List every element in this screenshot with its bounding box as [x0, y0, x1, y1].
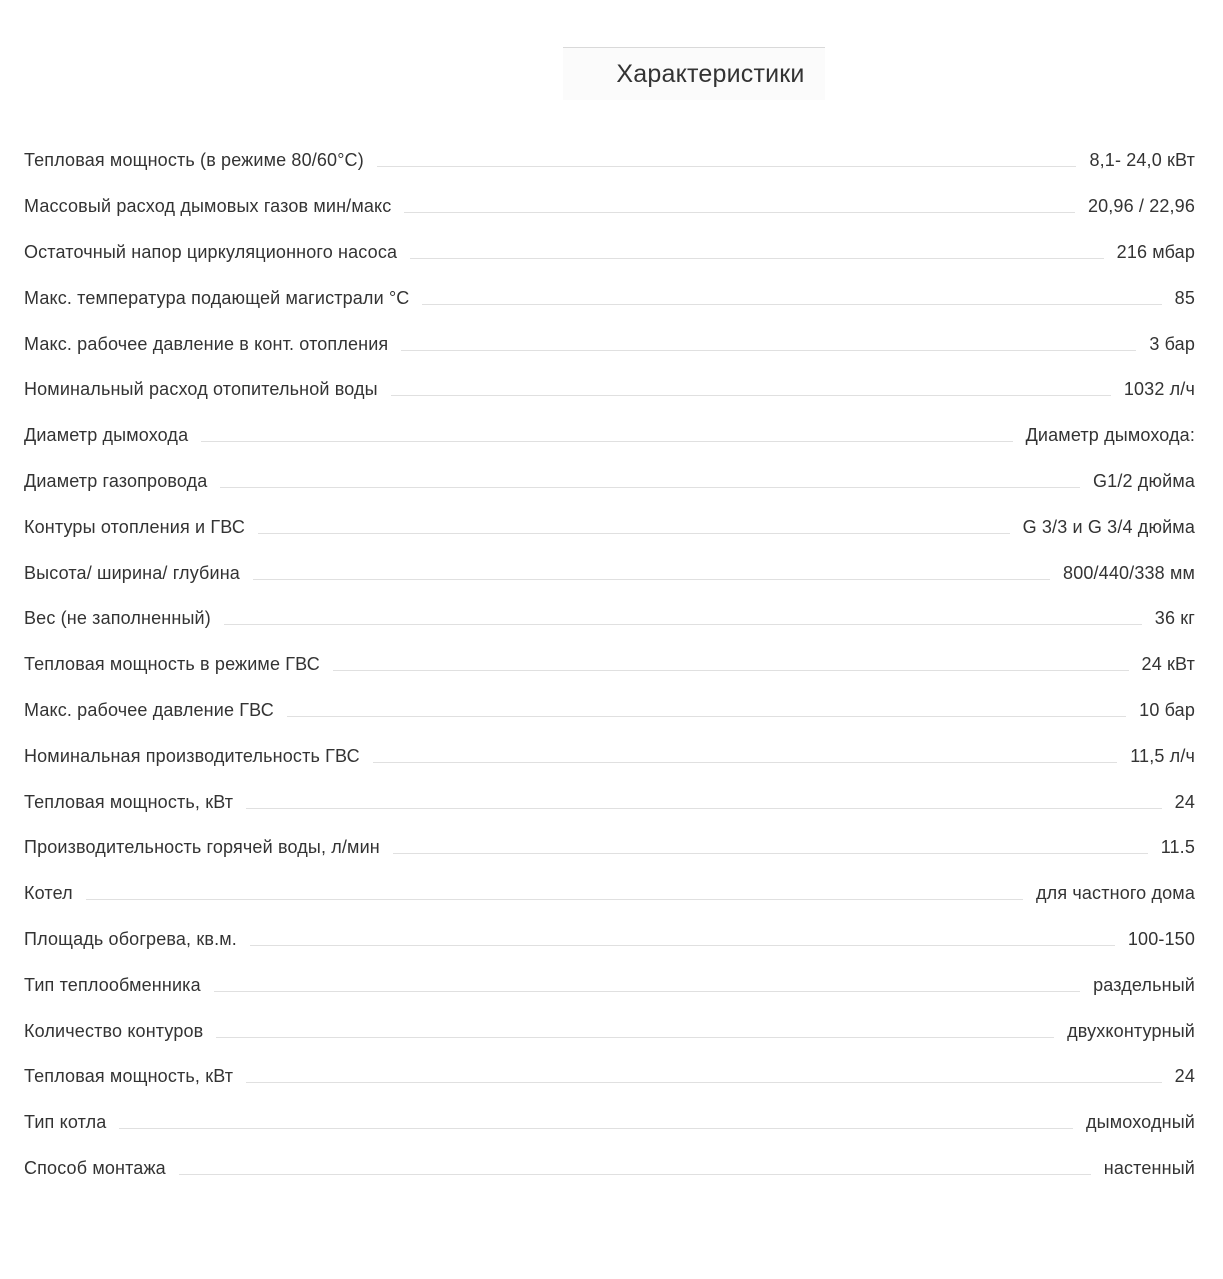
specs-list	[0, 138, 1223, 1191]
spec-label: Контуры отопления и ГВС	[24, 516, 245, 537]
spec-row	[24, 275, 1195, 321]
spec-value: 36 кг	[1154, 608, 1195, 629]
spec-row	[24, 596, 1195, 642]
leader-line	[404, 212, 1075, 213]
spec-row	[24, 321, 1195, 367]
spec-label: Высота/ ширина/ глубина	[24, 562, 240, 583]
spec-value: 100-150	[1127, 928, 1195, 949]
leader-line	[410, 258, 1104, 259]
leader-line	[179, 1174, 1091, 1175]
spec-label: Макс. рабочее давление в конт. отопления	[24, 333, 389, 354]
spec-row	[24, 504, 1195, 550]
spec-value: 24	[1174, 1066, 1195, 1087]
spec-value: дымоходный	[1086, 1112, 1195, 1133]
spec-value: 8,1- 24,0 кВт	[1089, 150, 1195, 171]
spec-value: G 3/3 и G 3/4 дюйма	[1022, 516, 1195, 537]
spec-label: Макс. рабочее давление ГВС	[24, 699, 274, 720]
spec-value: 216 мбар	[1116, 241, 1195, 262]
spec-row	[24, 825, 1195, 871]
page-title: Характеристики	[616, 60, 805, 88]
spec-row	[24, 230, 1195, 276]
spec-value: 20,96 / 22,96	[1087, 196, 1195, 217]
spec-label: Макс. температура подающей магистрали °С	[24, 287, 410, 308]
spec-label: Производительность горячей воды, л/мин	[24, 837, 380, 858]
spec-value: 85	[1174, 287, 1195, 308]
spec-value: двухконтурный	[1067, 1020, 1195, 1041]
leader-line	[391, 395, 1111, 396]
leader-line	[86, 899, 1023, 900]
leader-line	[250, 945, 1115, 946]
spec-label: Диаметр газопровода	[24, 470, 208, 491]
spec-row	[24, 688, 1195, 734]
spec-label: Диаметр дымохода	[24, 425, 189, 446]
leader-line	[224, 624, 1142, 625]
spec-label: Тип котла	[24, 1112, 107, 1133]
spec-label: Номинальный расход отопительной воды	[24, 379, 378, 400]
spec-label: Способ монтажа	[24, 1157, 166, 1178]
leader-line	[377, 166, 1077, 167]
spec-row	[24, 962, 1195, 1008]
spec-value: 24 кВт	[1141, 654, 1195, 675]
leader-line	[401, 350, 1136, 351]
spec-row	[24, 459, 1195, 505]
spec-row	[24, 367, 1195, 413]
spec-label: Тепловая мощность, кВт	[24, 791, 234, 812]
spec-label: Количество контуров	[24, 1020, 204, 1041]
leader-line	[422, 304, 1161, 305]
leader-line	[373, 762, 1117, 763]
spec-label: Массовый расход дымовых газов мин/макс	[24, 196, 392, 217]
leader-line	[287, 716, 1126, 717]
spec-value: для частного дома	[1036, 883, 1195, 904]
spec-label: Тепловая мощность, кВт	[24, 1066, 234, 1087]
spec-row	[24, 1008, 1195, 1054]
spec-row	[24, 184, 1195, 230]
spec-label: Тепловая мощность (в режиме 80/60°С)	[24, 150, 364, 171]
spec-value: 11.5	[1160, 837, 1195, 858]
spec-value: 1032 л/ч	[1123, 379, 1195, 400]
header-divider	[563, 47, 825, 48]
leader-line	[214, 991, 1080, 992]
spec-label: Котел	[24, 883, 73, 904]
leader-line	[246, 1082, 1161, 1083]
spec-label: Номинальная производительность ГВС	[24, 745, 360, 766]
spec-row	[24, 642, 1195, 688]
spec-row	[24, 779, 1195, 825]
spec-value: раздельный	[1093, 974, 1195, 995]
spec-row	[24, 413, 1195, 459]
spec-row	[24, 871, 1195, 917]
spec-label: Тепловая мощность в режиме ГВС	[24, 654, 320, 675]
spec-row	[24, 917, 1195, 963]
leader-line	[258, 533, 1010, 534]
spec-value: 11,5 л/ч	[1130, 745, 1195, 766]
leader-line	[119, 1128, 1073, 1129]
spec-value: 10 бар	[1139, 699, 1195, 720]
spec-value: 3 бар	[1149, 333, 1195, 354]
spec-row	[24, 138, 1195, 184]
spec-label: Площадь обогрева, кв.м.	[24, 928, 237, 949]
leader-line	[220, 487, 1080, 488]
spec-label: Вес (не заполненный)	[24, 608, 211, 629]
spec-value: Диаметр дымохода:	[1025, 425, 1195, 446]
spec-row	[24, 1054, 1195, 1100]
spec-value: настенный	[1103, 1157, 1195, 1178]
spec-label: Остаточный напор циркуляционного насоса	[24, 241, 398, 262]
spec-value: 800/440/338 мм	[1063, 562, 1195, 583]
spec-row	[24, 733, 1195, 779]
spec-value: G1/2 дюйма	[1093, 470, 1195, 491]
leader-line	[333, 670, 1129, 671]
leader-line	[393, 853, 1148, 854]
spec-row	[24, 1100, 1195, 1146]
spec-row	[24, 1146, 1195, 1192]
leader-line	[216, 1037, 1054, 1038]
spec-label: Тип теплообменника	[24, 974, 201, 995]
leader-line	[246, 808, 1161, 809]
leader-line	[201, 441, 1012, 442]
leader-line	[253, 579, 1050, 580]
spec-row	[24, 550, 1195, 596]
spec-value: 24	[1174, 791, 1195, 812]
